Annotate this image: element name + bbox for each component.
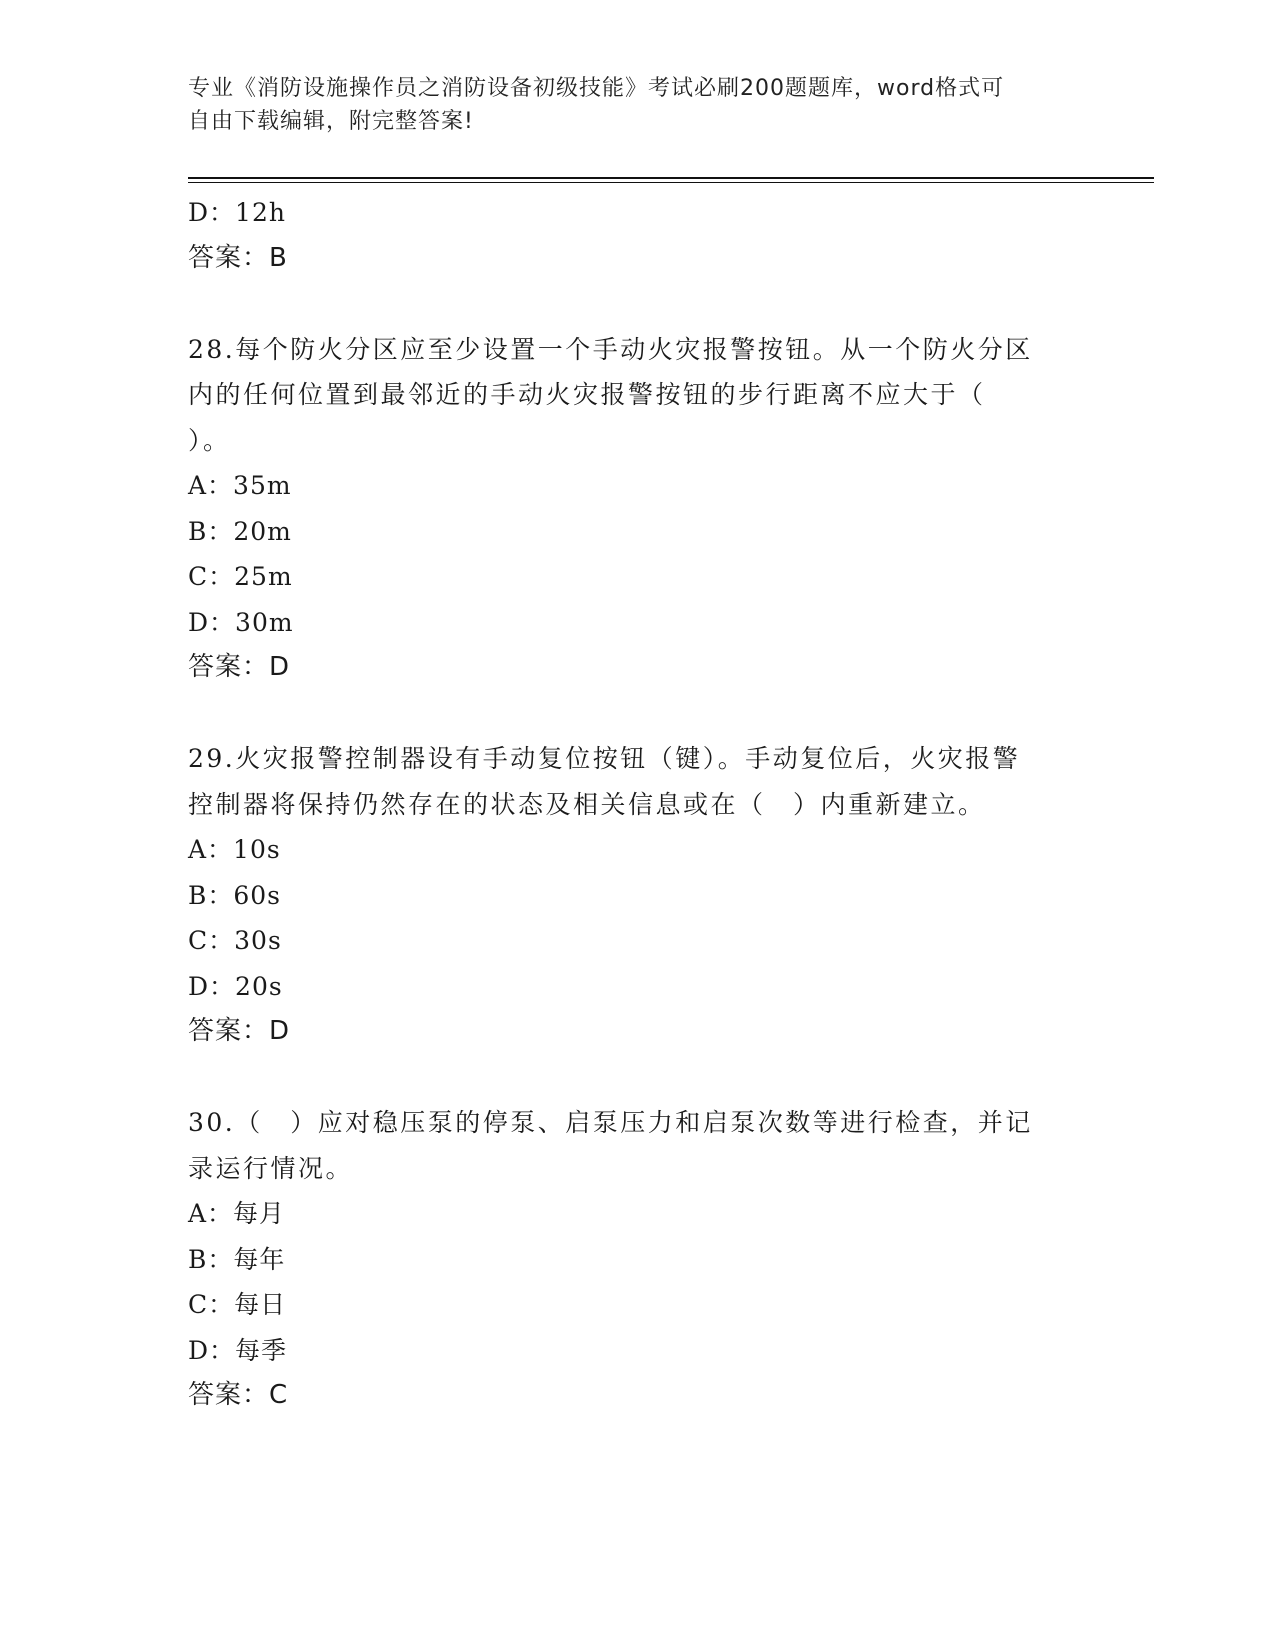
option-d: D：每季 (188, 1335, 288, 1365)
question-text: 内的任何位置到最邻近的手动火灾报警按钮的步行距离不应大于（ (188, 380, 986, 409)
option-d: D：12h (188, 198, 286, 227)
answer: 答案：C (188, 1380, 289, 1410)
page-header (188, 72, 1068, 138)
header-line-2: 自由下载编辑，附完整答案! (188, 109, 474, 134)
spacer (188, 691, 1088, 737)
option-c: C：30s (188, 926, 282, 955)
option-c: C：25m (188, 562, 293, 591)
option-b: B：每年 (188, 1244, 286, 1274)
spacer (188, 281, 1088, 327)
option-b: B：20m (188, 516, 292, 546)
carryover-block (188, 190, 1088, 281)
spacer (188, 1055, 1088, 1101)
question-30 (188, 1100, 1088, 1419)
option-a: A：35m (188, 471, 292, 500)
option-d: D：30m (188, 607, 294, 637)
document-body (188, 190, 1088, 1419)
answer: 答案：D (188, 652, 291, 682)
option-d: D：20s (188, 971, 283, 1001)
option-a: A：10s (188, 835, 281, 864)
option-a: A：每月 (188, 1199, 286, 1228)
question-29 (188, 736, 1088, 1055)
question-text: 28.每个防火分区应至少设置一个手动火灾报警按钮。从一个防火分区 (188, 334, 1033, 364)
question-28 (188, 327, 1088, 691)
question-text: 录运行情况。 (188, 1153, 354, 1183)
option-c: C：每日 (188, 1290, 287, 1319)
answer: 答案：D (188, 1016, 291, 1046)
option-b: B：60s (188, 880, 282, 910)
question-text: ）。 (188, 425, 231, 455)
header-line-1: 专业《消防设施操作员之消防设备初级技能》考试必刷200题题库，word格式可 (188, 76, 1005, 101)
answer: 答案：B (188, 242, 288, 273)
header-rule (188, 177, 1154, 183)
question-text: 控制器将保持仍然存在的状态及相关信息或在（ ）内重新建立。 (188, 789, 986, 819)
question-text: 30.（ ）应对稳压泵的停泵、启泵压力和启泵次数等进行检查，并记 (188, 1108, 1033, 1137)
question-text: 29.火灾报警控制器设有手动复位按钮（键）。手动复位后，火灾报警 (188, 744, 1021, 773)
